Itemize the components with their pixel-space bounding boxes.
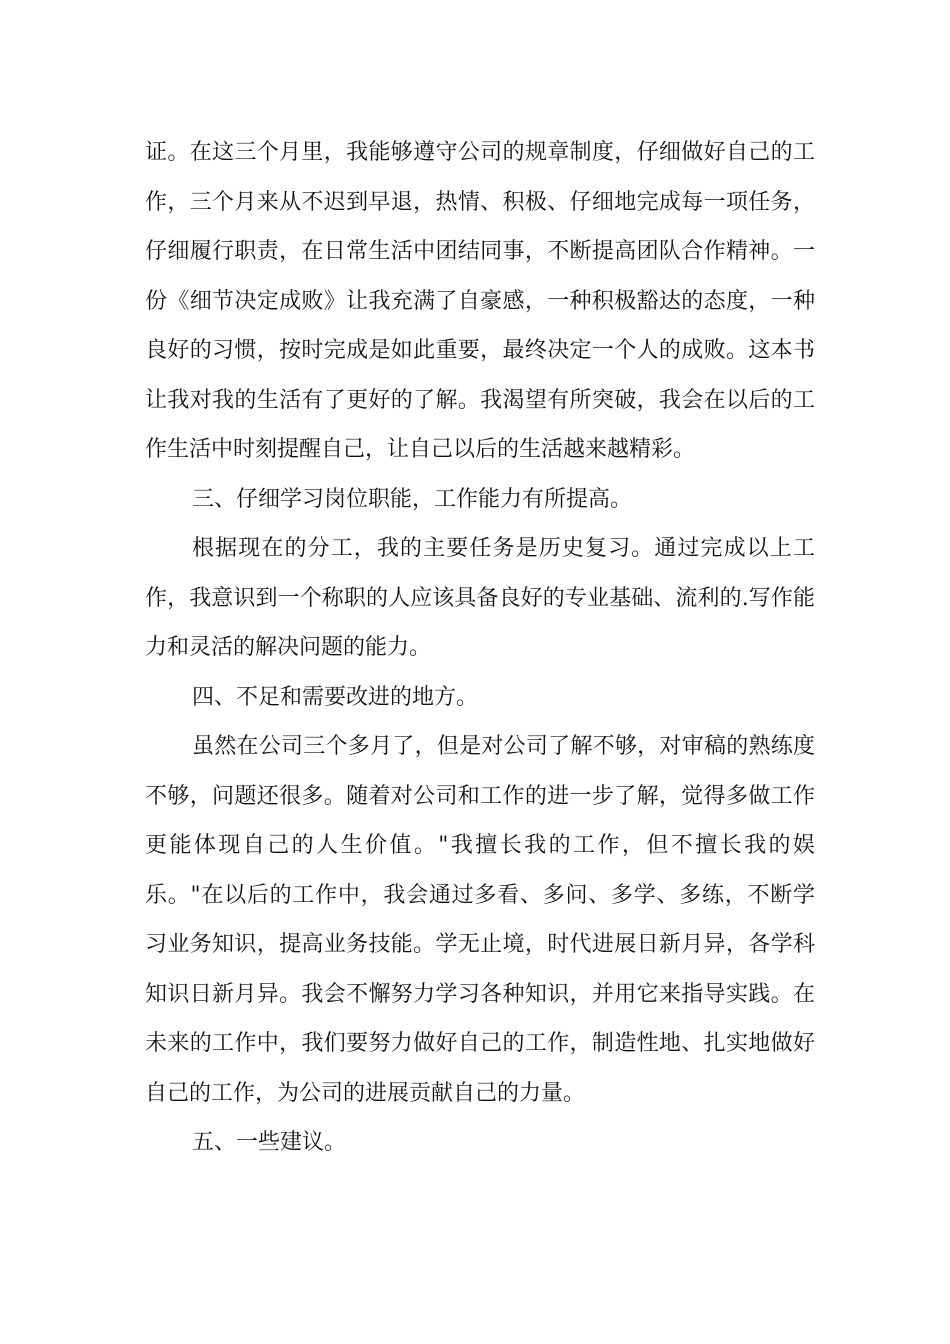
body-paragraph: 根据现在的分工，我的主要任务是历史复习。通过完成以上工作，我意识到一个称职的人应该具备良好的专业基础、流利的.写作能力和灵活的解决问题的能力。 xyxy=(145,536,815,660)
section-heading-five: 五、一些建议。 xyxy=(192,1130,347,1155)
document-body xyxy=(145,128,815,1168)
body-paragraph: 证。在这三个月里，我能够遵守公司的规章制度，仔细做好自己的工作，三个月来从不迟到早退，热情、积极、仔细地完成每一项任务，仔细履行职责，在日常生活中团结同事，不断提高团队合作精神。一份《细节决定成败》让我充满了自豪感，一种积极豁达的态度，一种良好的习惯，按时完成是如此重要，最终决定一个人的成败。这本书让我对我的生活有了更好的了解。我渴望有所突破，我会在以后的工作生活中时刻提醒自己，让自己以后的生活越来越精彩。 xyxy=(145,140,815,462)
section-heading-four: 四、不足和需要改进的地方。 xyxy=(192,684,479,710)
body-paragraph: 虽然在公司三个多月了，但是对公司了解不够，对审稿的熟练度不够，问题还很多。随着对公司和工作的进一步了解，觉得多做工作更能体现自己的人生价值。"我擅长我的工作，但不擅长我的娱乐。"在以后的工作中，我会通过多看、多问、多学、多练，不断学习业务知识，提高业务技能。学无止境，时代进展日新月异，各学科知识日新月异。我会不懈努力学习各种知识，并用它来指导实践。在未来的工作中，我们要努力做好自己的工作，制造性地、扎实地做好自己的工作，为公司的进展贡献自己的力量。 xyxy=(145,734,815,1106)
section-heading-three: 三、仔细学习岗位职能，工作能力有所提高。 xyxy=(192,486,633,512)
